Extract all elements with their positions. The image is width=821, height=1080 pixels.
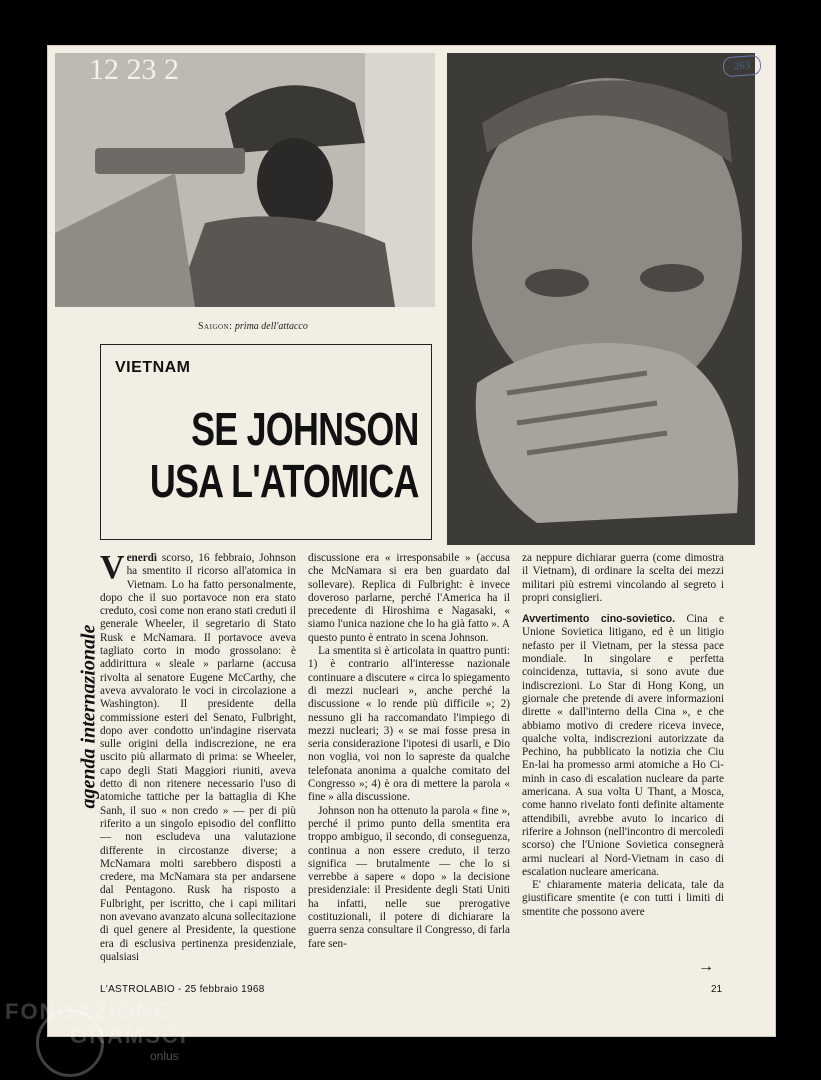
article-column-1 — [100, 549, 296, 963]
watermark-line-1: FONDAZIONE — [5, 999, 171, 1024]
headline — [150, 403, 419, 507]
watermark-line-2: GRAMSCI — [70, 1023, 188, 1048]
photo-scrawl: 12 23 2 — [89, 53, 179, 86]
section-label-text: agenda internazionale — [77, 624, 100, 809]
watermark — [0, 991, 240, 1080]
page-number: 21 — [711, 984, 723, 995]
archive-stamp: 263 — [722, 55, 761, 78]
article-column-3 — [522, 552, 724, 932]
soldier-photo-illustration — [55, 53, 435, 307]
continue-arrow-icon: → — [698, 958, 714, 975]
headline-box — [100, 344, 432, 540]
magazine-page — [47, 45, 776, 1037]
headline-line-1: SE JOHNSON — [191, 403, 419, 455]
article-paragraph: discussione era « irresponsabile » (accusa che McNamara si era ben guardato dal sollevare). Replica di Fulbright: è invece doveroso parlarne, perché l'America ha il precedente di Hiroshima e Nagasaki, « siamo l'unica nazione che lo ha già fatto ». A questo punto è entrato in scena Johnson. — [308, 552, 510, 644]
photo-caption — [198, 321, 308, 332]
paragraph-text: Cina e Unione Sovietica litigano, ed è un litigio nefasto per il Vietnam, per la stessa pace mondiale. In singolare e perfetta coincidenza, tuttavia, si sono avute due indiscrezioni. Lo Star di Hong Kong, un giornale che pretende di avere informazioni dirette « dall'interno della Cina », e che abbiamo motivo di credere riceva invece, qualche volta, indiscrezioni autorizzate da Pechino, ha pubblicato la notizia che Ciu En-lai ha promesso armi atomiche a Ho Ci-minh in caso di escalation nucleare da parte americana. A sua volta U Thant, a Mosca, come hanno rivelato fonti definite altamente attendibili, avrebbe avuto lo incarico di riferire a Johnson (nell'incontro di mercoledì scorso) che l'Unione Sovietica consegnerà armi nucleari al Nord-Vietnam in caso di escalation nucleare americana. — [522, 613, 724, 878]
section-label — [78, 558, 100, 874]
article-paragraph — [522, 613, 724, 879]
footer-publication: L'ASTROLABIO - 25 febbraio 1968 — [100, 984, 265, 995]
watermark-line-3: onlus — [150, 1049, 179, 1063]
article-paragraph: za neppure dichiarar guerra (come dimostra il Vietnam), di ordinare la scelta dei mezzi militari più estremi vincolando al segreto i propri consiglieri. — [522, 552, 724, 604]
article-paragraph — [100, 549, 296, 964]
photo-saigon-soldier — [55, 53, 435, 307]
article-paragraph: La smentita si è articolata in quattro punti: 1) è contrario all'interesse nazionale continuare a discutere « circa lo spiegamento di mezzi nucleari », anche perché la discussione « lo rende più difficile »; 2) nessuno gli ha raccomandato l'impiego di mezzi nucleari; 3) « se mai fosse presa in seria considerazione l'ipotesi di usarli, e Dio non voglia, voi non lo sapreste da qualche telefonata anonima a qualche comitato del Congresso »; 4) è ora di mettere la parola « fine » alla discussione. — [308, 645, 510, 804]
article-paragraph: Johnson non ha ottenuto la parola « fine », perché il primo punto della smentita era troppo ambiguo, il secondo, di conseguenza, continua a non essere creduto, il terzo significa — brutalmente — che lo si verrebbe a sapere « dopo » la decisione presidenziale: il Presidente degli Stati Uniti ha infatti, nelle sue prerogative costituzionali, il potere di dichiarare la guerra senza consultare il Congresso, di farla fare sen- — [308, 804, 510, 950]
subheading: Avvertimento cino-sovietico. — [522, 613, 676, 626]
kicker: VIETNAM — [115, 359, 191, 376]
paragraph-text: scorso, 16 febbraio, Johnson ha smentito il ricorso all'atomica in Vietnam. Lo ha fatto personalmente, dopo che il suo portavoce non era stato creduto, così come non erano stati creduti il generale Wheeler, il segretario di Stato Rusk e McNamara. Il portavoce aveva tagliato corto in modo grossolano: è addirittura « sleale » parlarne (accusa rivolta al senatore Eugene McCarthy, che aveva avvalorato le voci in circolazione a Washington). Il presidente della commissione esteri del Senato, Fulbright, dopo aver condotto un'indagine riservata sulle origini della indiscrezione, ne era uscito più allarmato di prima: se Wheeler, capo degli Stati Maggiori riuniti, aveva detto di non ritenere necessario l'uso di atomiche tattiche per la battaglia di Khe Sanh, il suo « non credo » — per di più riferito a un singolo episodio del conflitto — non escludeva una valutazione differente in circostanze diverse; a McNamara molti sarebbero disposti a credere, ma McNamara sta per andarsene dal Pentagono. Rusk ha risposto a Fulbright, per iscritto, che i capi militari non avevano avanzato alcuna sollecitazione di quel genere al Presidente, la questione era di esclusiva pertinenza presidenziale, qualsiasi — [100, 552, 296, 963]
johnson-portrait-illustration — [447, 53, 755, 545]
lead-in: enerdì — [126, 552, 158, 564]
article-column-2 — [308, 552, 510, 950]
drop-cap: V — [100, 549, 125, 586]
caption-text: prima dell'attacco — [234, 321, 308, 332]
caption-place: Saigon: — [198, 321, 233, 332]
photo-johnson-portrait — [447, 53, 755, 545]
headline-line-2: USA L'ATOMICA — [150, 455, 419, 507]
article-paragraph: E' chiaramente materia delicata, tale da giustificare smentite (e con tutti i limiti di smentite che possono avere — [522, 879, 724, 918]
